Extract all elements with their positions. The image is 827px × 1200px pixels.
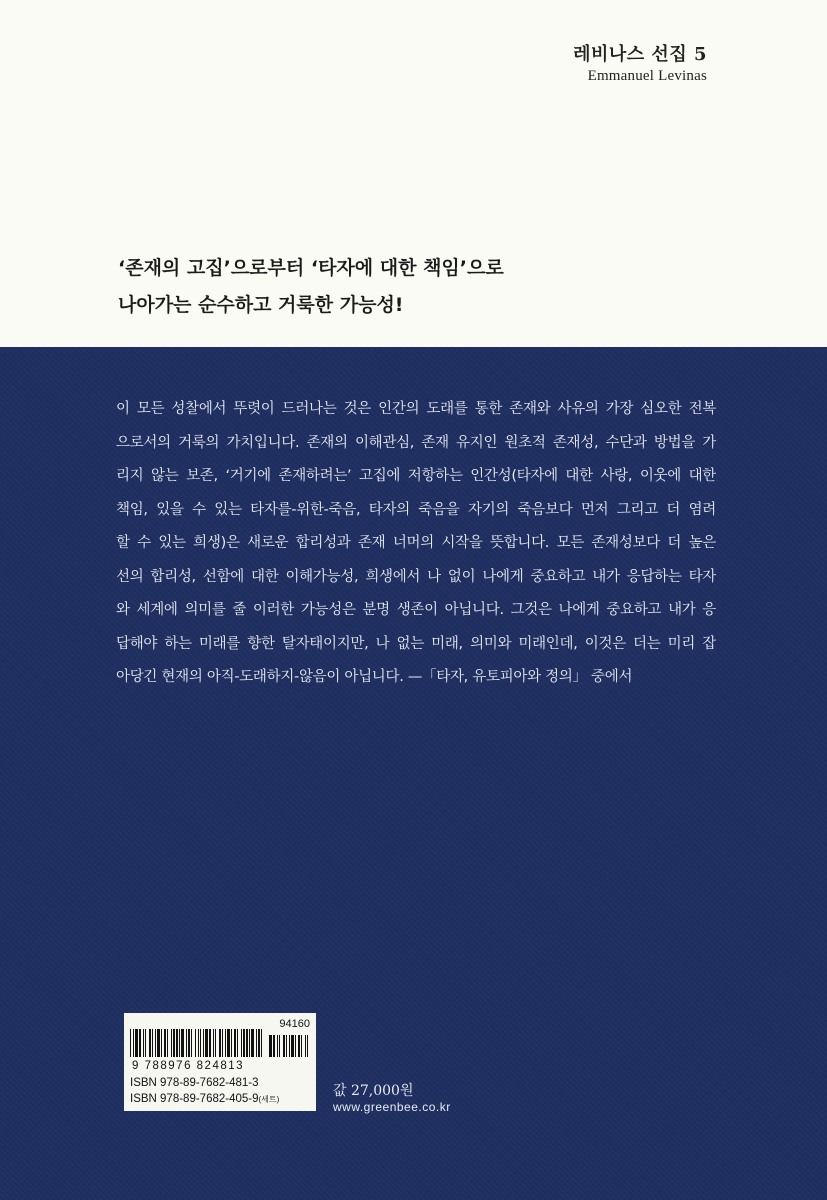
barcode-addon-number: 94160 xyxy=(279,1018,310,1030)
quote-line: 리지 않는 보존, ‘거기에 존재하려는’ 고집에 저항하는 인간성(타자에 대한 사랑, 이웃에 대한 xyxy=(116,468,716,484)
isbn-set-number: ISBN 978-89-7682-405-9 xyxy=(130,1093,259,1105)
ean-number: 9 788976 824813 xyxy=(132,1060,245,1072)
quote-line: 와 세계에 의미를 줄 이러한 가능성은 분명 생존이 아닙니다. 그것은 나에게 중요하고 내가 응 xyxy=(116,602,716,618)
quote-line: 으로서의 거룩의 가치입니다. 존재의 이해관심, 존재 유지인 원초적 존재성, 수단과 방법을 가 xyxy=(116,434,716,451)
price: 값 27,000원 xyxy=(333,1083,414,1099)
headline-line: 나아가는 순수하고 거룩한 가능성! xyxy=(118,294,404,316)
barcode-icon xyxy=(130,1029,308,1057)
isbn-set-note: (세트) xyxy=(258,1095,280,1104)
series-info xyxy=(573,40,707,85)
quote-line: 답해야 하는 미래를 향한 탈자태이지만, 나 없는 미래, 의미와 미래인데, 이것은 더는 미리 잡 xyxy=(116,635,716,652)
isbn-line: ISBN 978-89-7682-481-3 xyxy=(130,1077,259,1089)
quote-line: 아당긴 현재의 아직-도래하지-않음이 아닙니다. —「타자, 유토피아와 정의」 중에서 xyxy=(116,669,633,685)
quote-line: 이 모든 성찰에서 뚜렷이 드러나는 것은 인간의 도래를 통한 존재와 사유의 가장 심오한 전복 xyxy=(116,401,716,417)
quote-line: 책임, 있을 수 있는 타자를-위한-죽음, 타자의 죽음을 자기의 죽음보다 먼저 그리고 더 염려 xyxy=(116,501,716,518)
back-cover-quote xyxy=(116,393,716,695)
headline xyxy=(118,250,504,324)
author-name-en: Emmanuel Levinas xyxy=(587,68,707,84)
quote-line: 할 수 있는 희생)은 새로운 합리성과 존재 너머의 시작을 뜻합니다. 모든 존재성보다 더 높은 xyxy=(116,535,716,551)
headline-line: ‘존재의 고집’으로부터 ‘타자에 대한 책임’으로 xyxy=(118,257,504,279)
top-panel xyxy=(0,0,827,347)
publisher-website: www.greenbee.co.kr xyxy=(333,1100,451,1114)
quote-line: 선의 합리성, 선함에 대한 이해가능성, 희생에서 나 없이 나에게 중요하고 내가 응답하는 타자 xyxy=(116,568,716,585)
series-title: 레비나스 선집 5 xyxy=(573,44,707,65)
isbn-set-line xyxy=(130,1093,279,1105)
barcode-label xyxy=(124,1013,316,1111)
